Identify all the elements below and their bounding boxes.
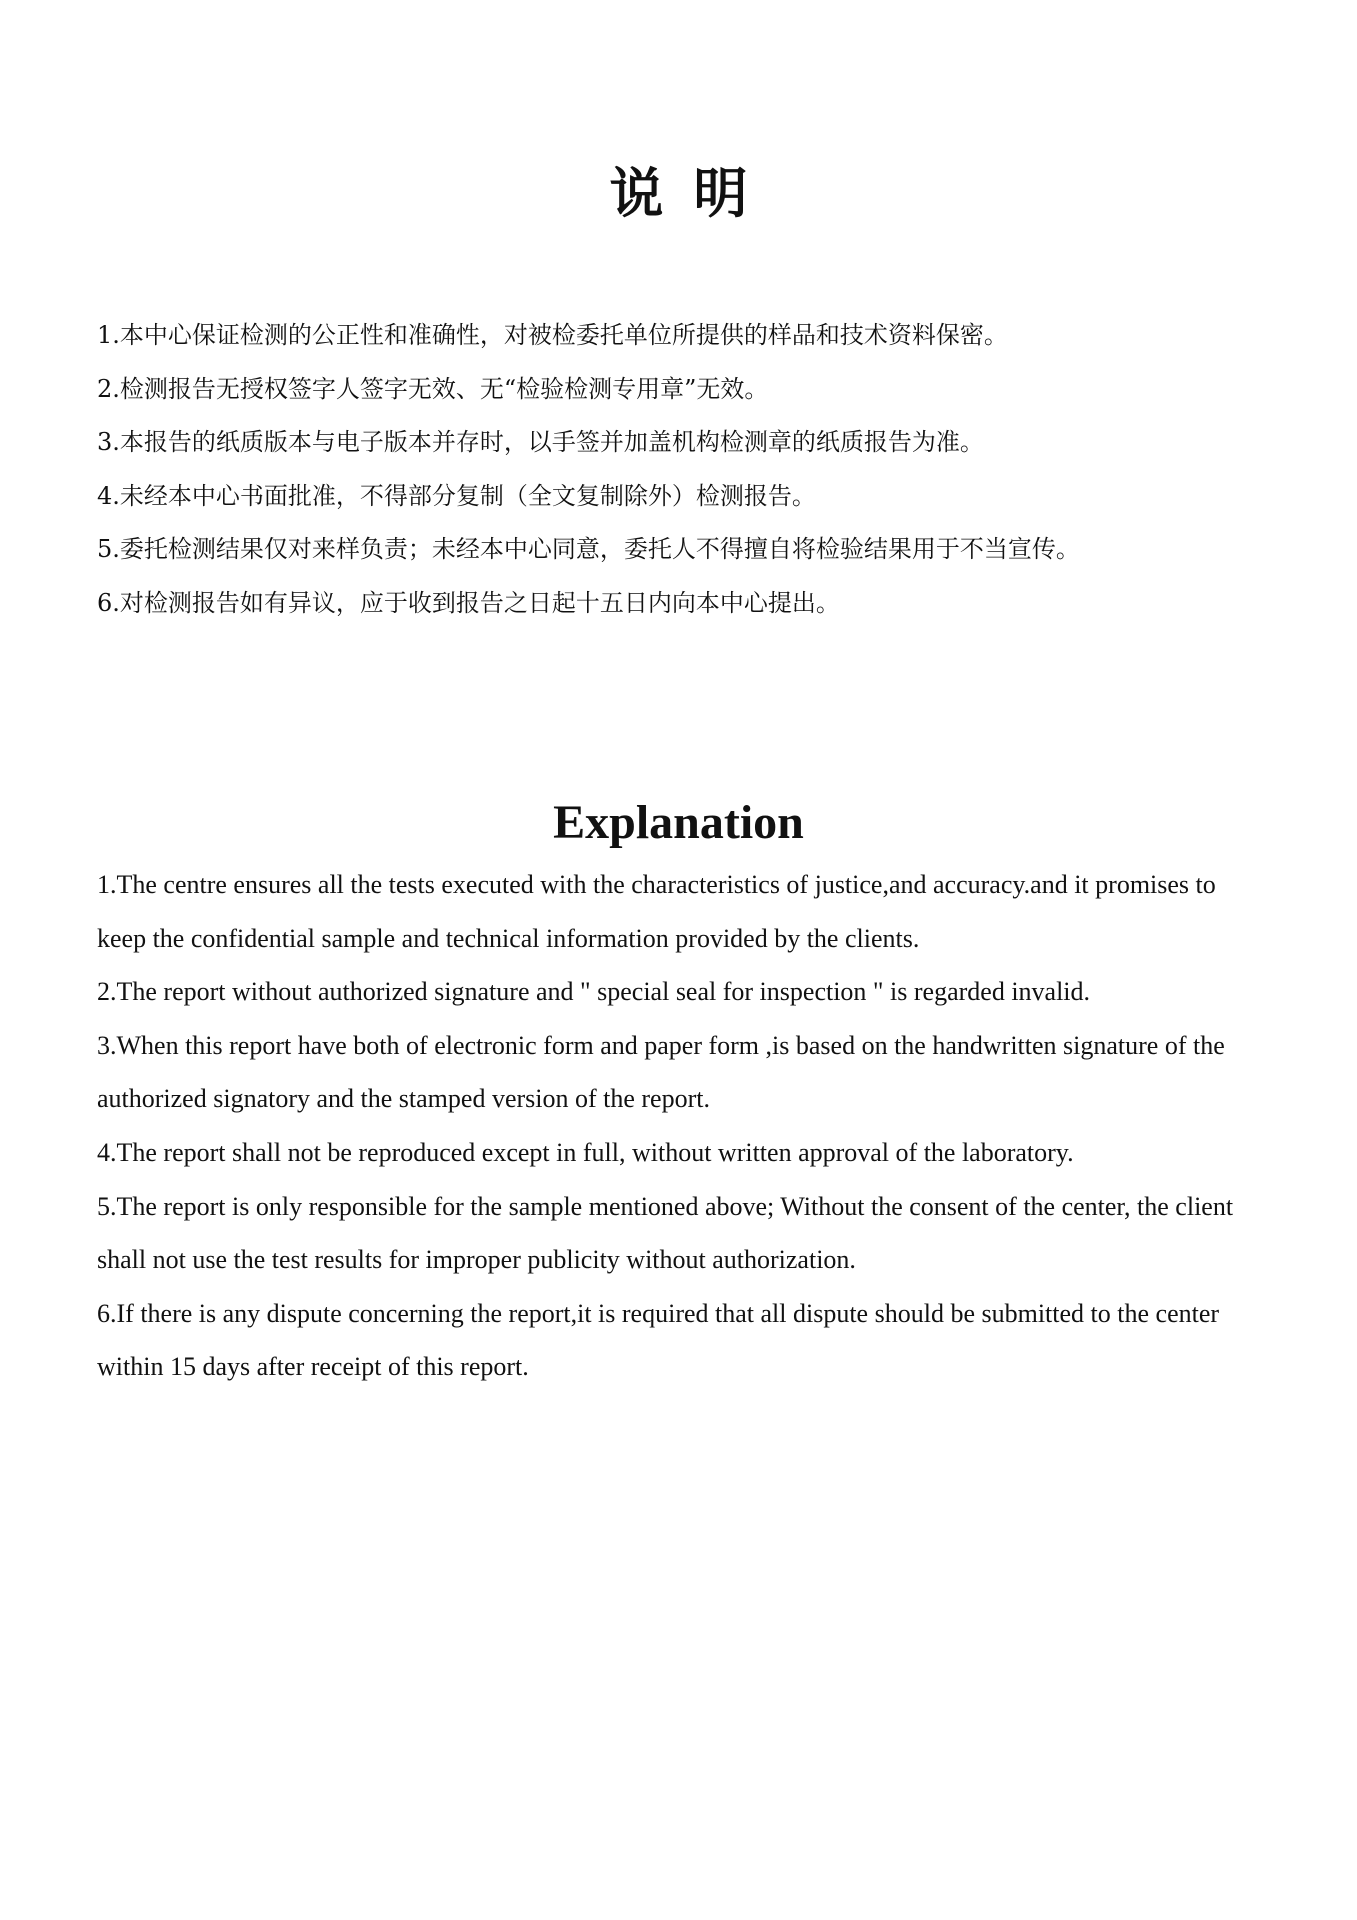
chinese-note-2: 2.检测报告无授权签字人签字无效、无“检验检测专用章”无效。 (97, 374, 769, 403)
english-note-line: shall not use the test results for improper publicity without authorization. (97, 1245, 856, 1275)
english-note-line: 1.The centre ensures all the tests executed with the characteristics of justice,and accuracy.and it promises to (97, 870, 1216, 899)
chinese-note-1: 1.本中心保证检测的公正性和准确性，对被检委托单位所提供的样品和技术资料保密。 (97, 321, 1008, 349)
chinese-title: 说明 (609, 161, 778, 225)
chinese-note-6: 6.对检测报告如有异议，应于收到报告之日起十五日内向本中心提出。 (97, 588, 840, 617)
chinese-note-4: 4.未经本中心书面批准，不得部分复制（全文复制除外）检测报告。 (97, 481, 816, 510)
english-note-line: 2.The report without authorized signature and " special seal for inspection " is regarded invalid. (97, 977, 1091, 1007)
english-note-line: within 15 days after receipt of this report. (97, 1352, 529, 1382)
english-note-line: 6.If there is any dispute concerning the report,it is required that all dispute should be submitted to the center (97, 1298, 1220, 1328)
english-note-line: authorized signatory and the stamped version of the report. (97, 1084, 710, 1114)
english-note-line: 3.When this report have both of electronic form and paper form ,is based on the handwritten signature of the (97, 1030, 1225, 1060)
english-notes-list (97, 858, 1297, 1394)
chinese-note-5: 5.委托检测结果仅对来样负责；未经本中心同意，委托人不得擅自将检验结果用于不当宣传。 (97, 535, 1080, 564)
english-note-line: keep the confidential sample and technical information provided by the clients. (97, 923, 920, 953)
chinese-note-3: 3.本报告的纸质版本与电子版本并存时，以手签并加盖机构检测章的纸质报告为准。 (97, 428, 984, 457)
english-note-line: 5.The report is only responsible for the sample mentioned above; Without the consent of the center, the client (97, 1191, 1234, 1221)
chinese-notes-list (97, 309, 1297, 631)
english-note-line: 4.The report shall not be reproduced except in full, without written approval of the laboratory. (97, 1137, 1074, 1167)
english-title: Explanation (553, 796, 804, 849)
